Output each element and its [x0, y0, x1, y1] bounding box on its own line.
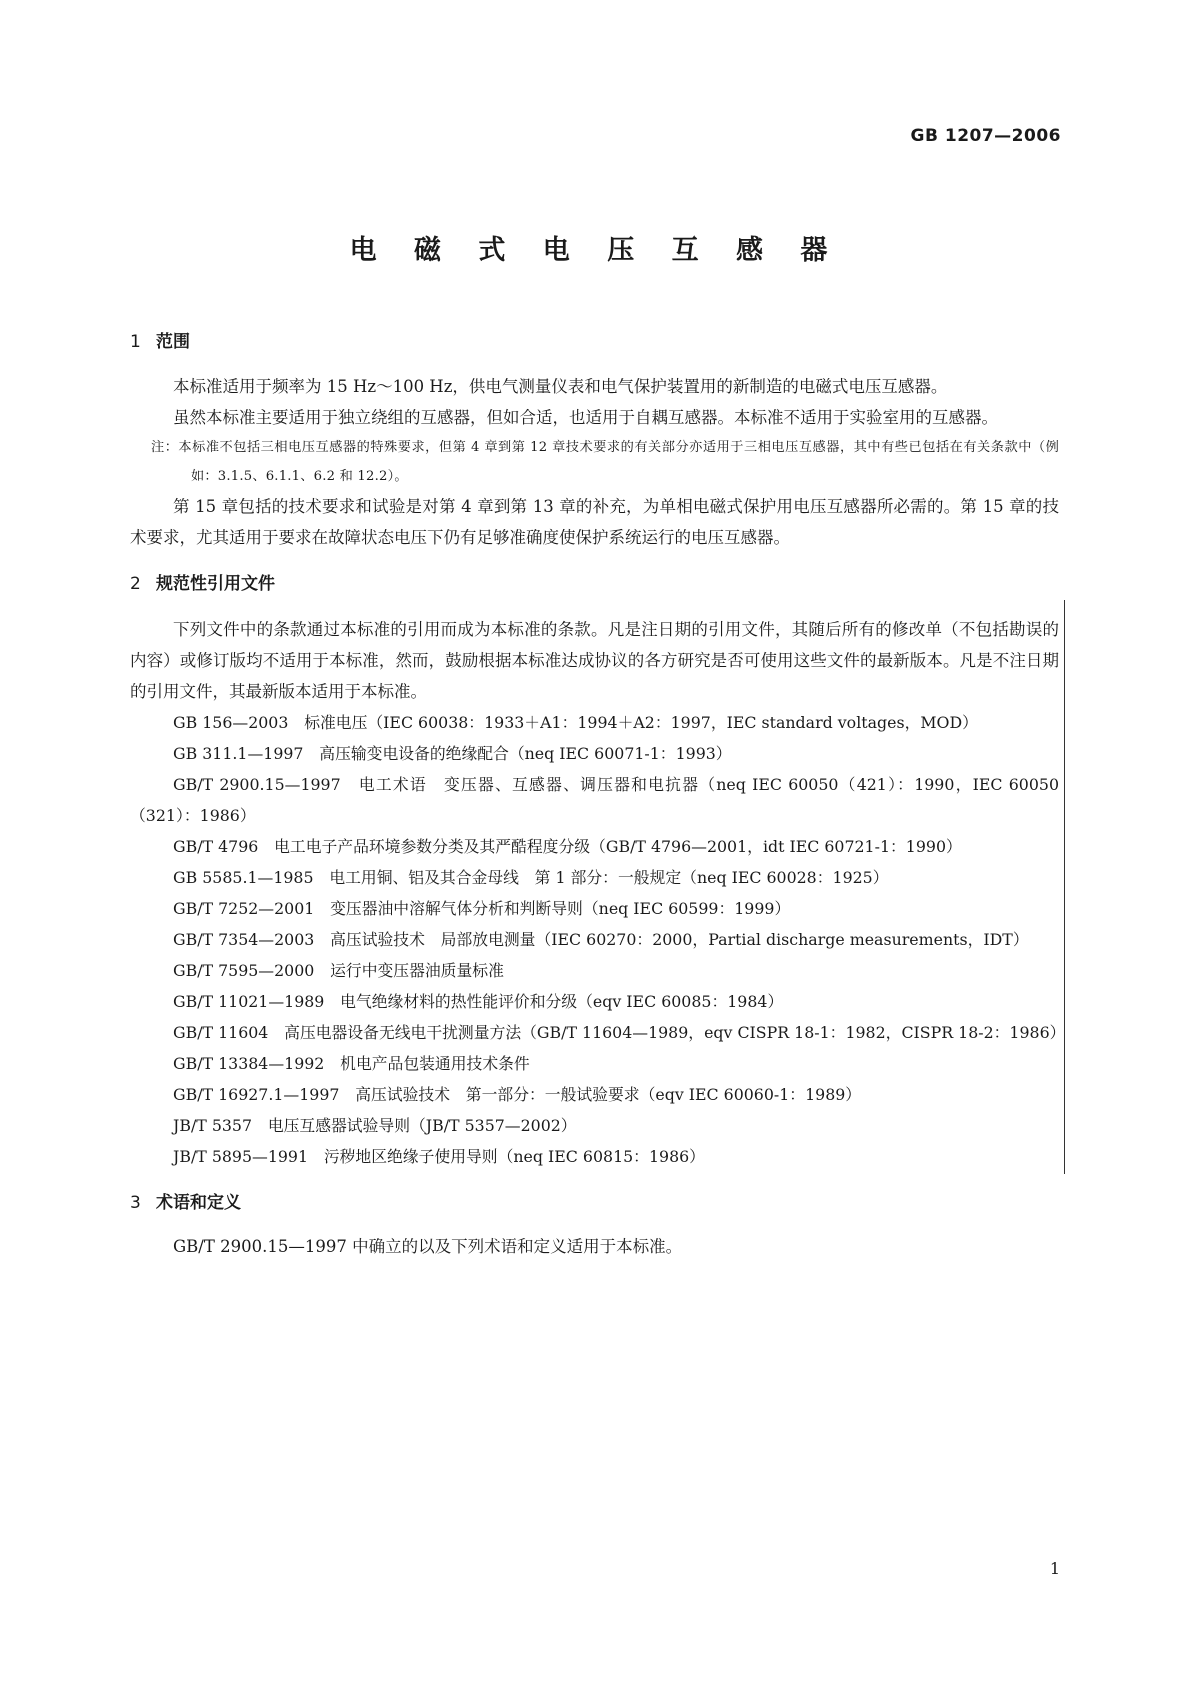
scope-paragraph-2: 虽然本标准主要适用于独立绕组的互感器，但如合适，也适用于自耦互感器。本标准不适用于实验室用的互感器。: [173, 408, 998, 427]
scope-paragraph-1: 本标准适用于频率为 15 Hz～100 Hz，供电气测量仪表和电气保护装置用的新制造的电磁式电压互感器。: [173, 377, 948, 396]
section-heading-normative-references: [130, 572, 1059, 596]
reference-item: JB/T 5895—1991 污秽地区绝缘子使用导则（neq IEC 60815：1986）: [173, 1147, 705, 1166]
terms-paragraph: GB/T 2900.15—1997 中确立的以及下列术语和定义适用于本标准。: [173, 1237, 683, 1256]
reference-item: GB/T 7354—2003 高压试验技术 局部放电测量（IEC 60270：2000，Partial discharge measurements，IDT）: [173, 930, 1029, 949]
document-body: [130, 330, 1066, 1262]
section-heading-terms: [130, 1191, 1059, 1215]
reference-item: GB/T 13384—1992 机电产品包装通用技术条件: [173, 1054, 530, 1073]
reference-item: GB 5585.1—1985 电工用铜、铝及其合金母线 第 1 部分：一般规定（neq IEC 60028：1925）: [173, 868, 889, 887]
scope-paragraph-3: 第 15 章包括的技术要求和试验是对第 4 章到第 13 章的补充，为单相电磁式保护用电压互感器所必需的。第 15 章的技术要求，尤其适用于要求在故障状态电压下仍有足够准确度使保护系统运行的电压互感器。: [130, 497, 1059, 547]
section-heading-scope: [130, 330, 1059, 354]
section-number: 3: [130, 1193, 141, 1213]
scope-note: 注：本标准不包括三相电压互感器的特殊要求，但第 4 章到第 12 章技术要求的有关部分亦适用于三相电压互感器，其中有些已包括在有关条款中（例如：3.1.5、6.1.1、6.2 和 12.2）。: [151, 440, 1059, 484]
normative-references-block: [130, 614, 1066, 1172]
reference-item: GB/T 4796 电工电子产品环境参数分类及其严酷程度分级（GB/T 4796—2001，idt IEC 60721-1：1990）: [173, 837, 962, 856]
reference-item: GB/T 2900.15—1997 电工术语 变压器、互感器、调压器和电抗器（neq IEC 60050（421）：1990，IEC 60050（321）：1986）: [130, 775, 1059, 825]
section-title: 范围: [156, 332, 190, 352]
reference-item: GB/T 11604 高压电器设备无线电干扰测量方法（GB/T 11604—1989，eqv CISPR 18-1：1982，CISPR 18-2：1986）: [173, 1023, 1066, 1042]
standard-code: GB 1207—2006: [910, 126, 1061, 146]
section-title: 术语和定义: [156, 1193, 241, 1213]
section-number: 2: [130, 574, 141, 594]
reference-item: GB/T 11021—1989 电气绝缘材料的热性能评价和分级（eqv IEC 60085：1984）: [173, 992, 784, 1011]
references-intro: 下列文件中的条款通过本标准的引用而成为本标准的条款。凡是注日期的引用文件，其随后所有的修改单（不包括勘误的内容）或修订版均不适用于本标准，然而，鼓励根据本标准达成协议的各方研究是否可使用这些文件的最新版本。凡是不注日期的引用文件，其最新版本适用于本标准。: [130, 620, 1059, 701]
section-number: 1: [130, 332, 141, 352]
reference-item: GB 311.1—1997 高压输变电设备的绝缘配合（neq IEC 60071-1：1993）: [173, 744, 732, 763]
reference-item: GB/T 7595—2000 运行中变压器油质量标准: [173, 961, 504, 980]
reference-item: GB/T 16927.1—1997 高压试验技术 第一部分：一般试验要求（eqv IEC 60060-1：1989）: [173, 1085, 862, 1104]
reference-item: GB/T 7252—2001 变压器油中溶解气体分析和判断导则（neq IEC 60599：1999）: [173, 899, 791, 918]
document-title: 电 磁 式 电 压 互 感 器: [349, 235, 842, 266]
reference-item: JB/T 5357 电压互感器试验导则（JB/T 5357—2002）: [173, 1116, 577, 1135]
reference-item: GB 156—2003 标准电压（IEC 60038：1933＋A1：1994＋A2：1997，IEC standard voltages，MOD）: [173, 713, 978, 732]
section-title: 规范性引用文件: [156, 574, 275, 594]
page-number: 1: [1049, 1559, 1060, 1578]
revision-change-bar: [1064, 600, 1065, 1174]
